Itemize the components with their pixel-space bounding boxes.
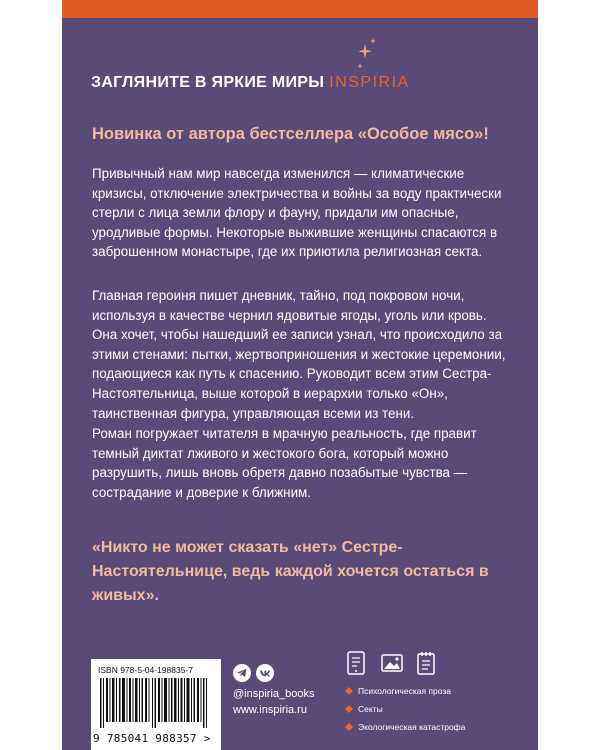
genre-label: Секты (358, 704, 383, 714)
genre-item (345, 700, 465, 718)
isbn-barcode-block (91, 659, 221, 750)
description-paragraph-1: Привычный нам мир навсегда изменился — климатические кризисы, отключение электричества и войны за воду практически стерли с лица земли флору и фауну, придали им опасные, уродливые формы. Некоторые выжившие женщины спасаются в заброшенном монастыре, где их приютила религиозная секта. (92, 166, 502, 260)
social-icons (233, 664, 279, 682)
series-slogan (91, 74, 410, 92)
headline: Новинка от автора бестселлера «Особое мясо»! (92, 125, 489, 143)
barcode-digits: 9 785041 988357 > (93, 732, 211, 745)
notepad-icon (414, 650, 438, 676)
genre-item (345, 682, 465, 700)
diamond-bullet-icon (345, 723, 353, 731)
description-paragraph-3: Роман погружает читателя в мрачную реальность, где правит темный диктат лживого и жестокого бога, который можно разрушить, лишь вновь обретя давно позабытые чувства — сострадание и доверие к ближним. (92, 426, 477, 500)
vk-icon[interactable] (256, 664, 274, 682)
barcode-image (98, 678, 216, 728)
genre-list (345, 682, 465, 736)
isbn-label: ISBN 978-5-04-198835-7 (98, 665, 193, 675)
diamond-bullet-icon (345, 705, 353, 713)
image-icon (380, 650, 404, 676)
genre-label: Экологическая катастрофа (358, 722, 466, 732)
diamond-bullet-icon (345, 687, 353, 695)
brand-name: INSPIRIA (329, 74, 410, 91)
orange-top-strip (62, 0, 538, 18)
pull-quote: «Никто не может сказать «нет» Сестре-Настоятельнице, ведь каждой хочется остаться в живых». (92, 539, 489, 604)
telegram-icon[interactable] (233, 664, 251, 682)
ebook-icon (344, 650, 368, 676)
genre-item (345, 718, 465, 736)
social-handle[interactable]: @inspiria_books (233, 688, 315, 700)
genre-label: Психологическая проза (358, 686, 452, 696)
back-cover (62, 0, 538, 750)
sparkle-stars-icon (352, 36, 378, 74)
website-link[interactable]: www.inspiria.ru (233, 704, 307, 716)
series-prefix: ЗАГЛЯНИТЕ В ЯРКИЕ МИРЫ (91, 74, 325, 91)
description-paragraph-2: Главная героиня пишет дневник, тайно, под покровом ночи, используя в качестве чернил ядовитые ягоды, уголь или кровь. Она хочет, чтобы нашедший ее записи узнал, что происходило за этими стенами: пытки, жертвоприношения и жестокие церемонии, подающиеся как путь к спасению. Руководит всем этим Сестра-Настоятельница, выше которой в иерархии только «Он», таинственная фигура, управляющая всеми из тени. (92, 288, 506, 421)
